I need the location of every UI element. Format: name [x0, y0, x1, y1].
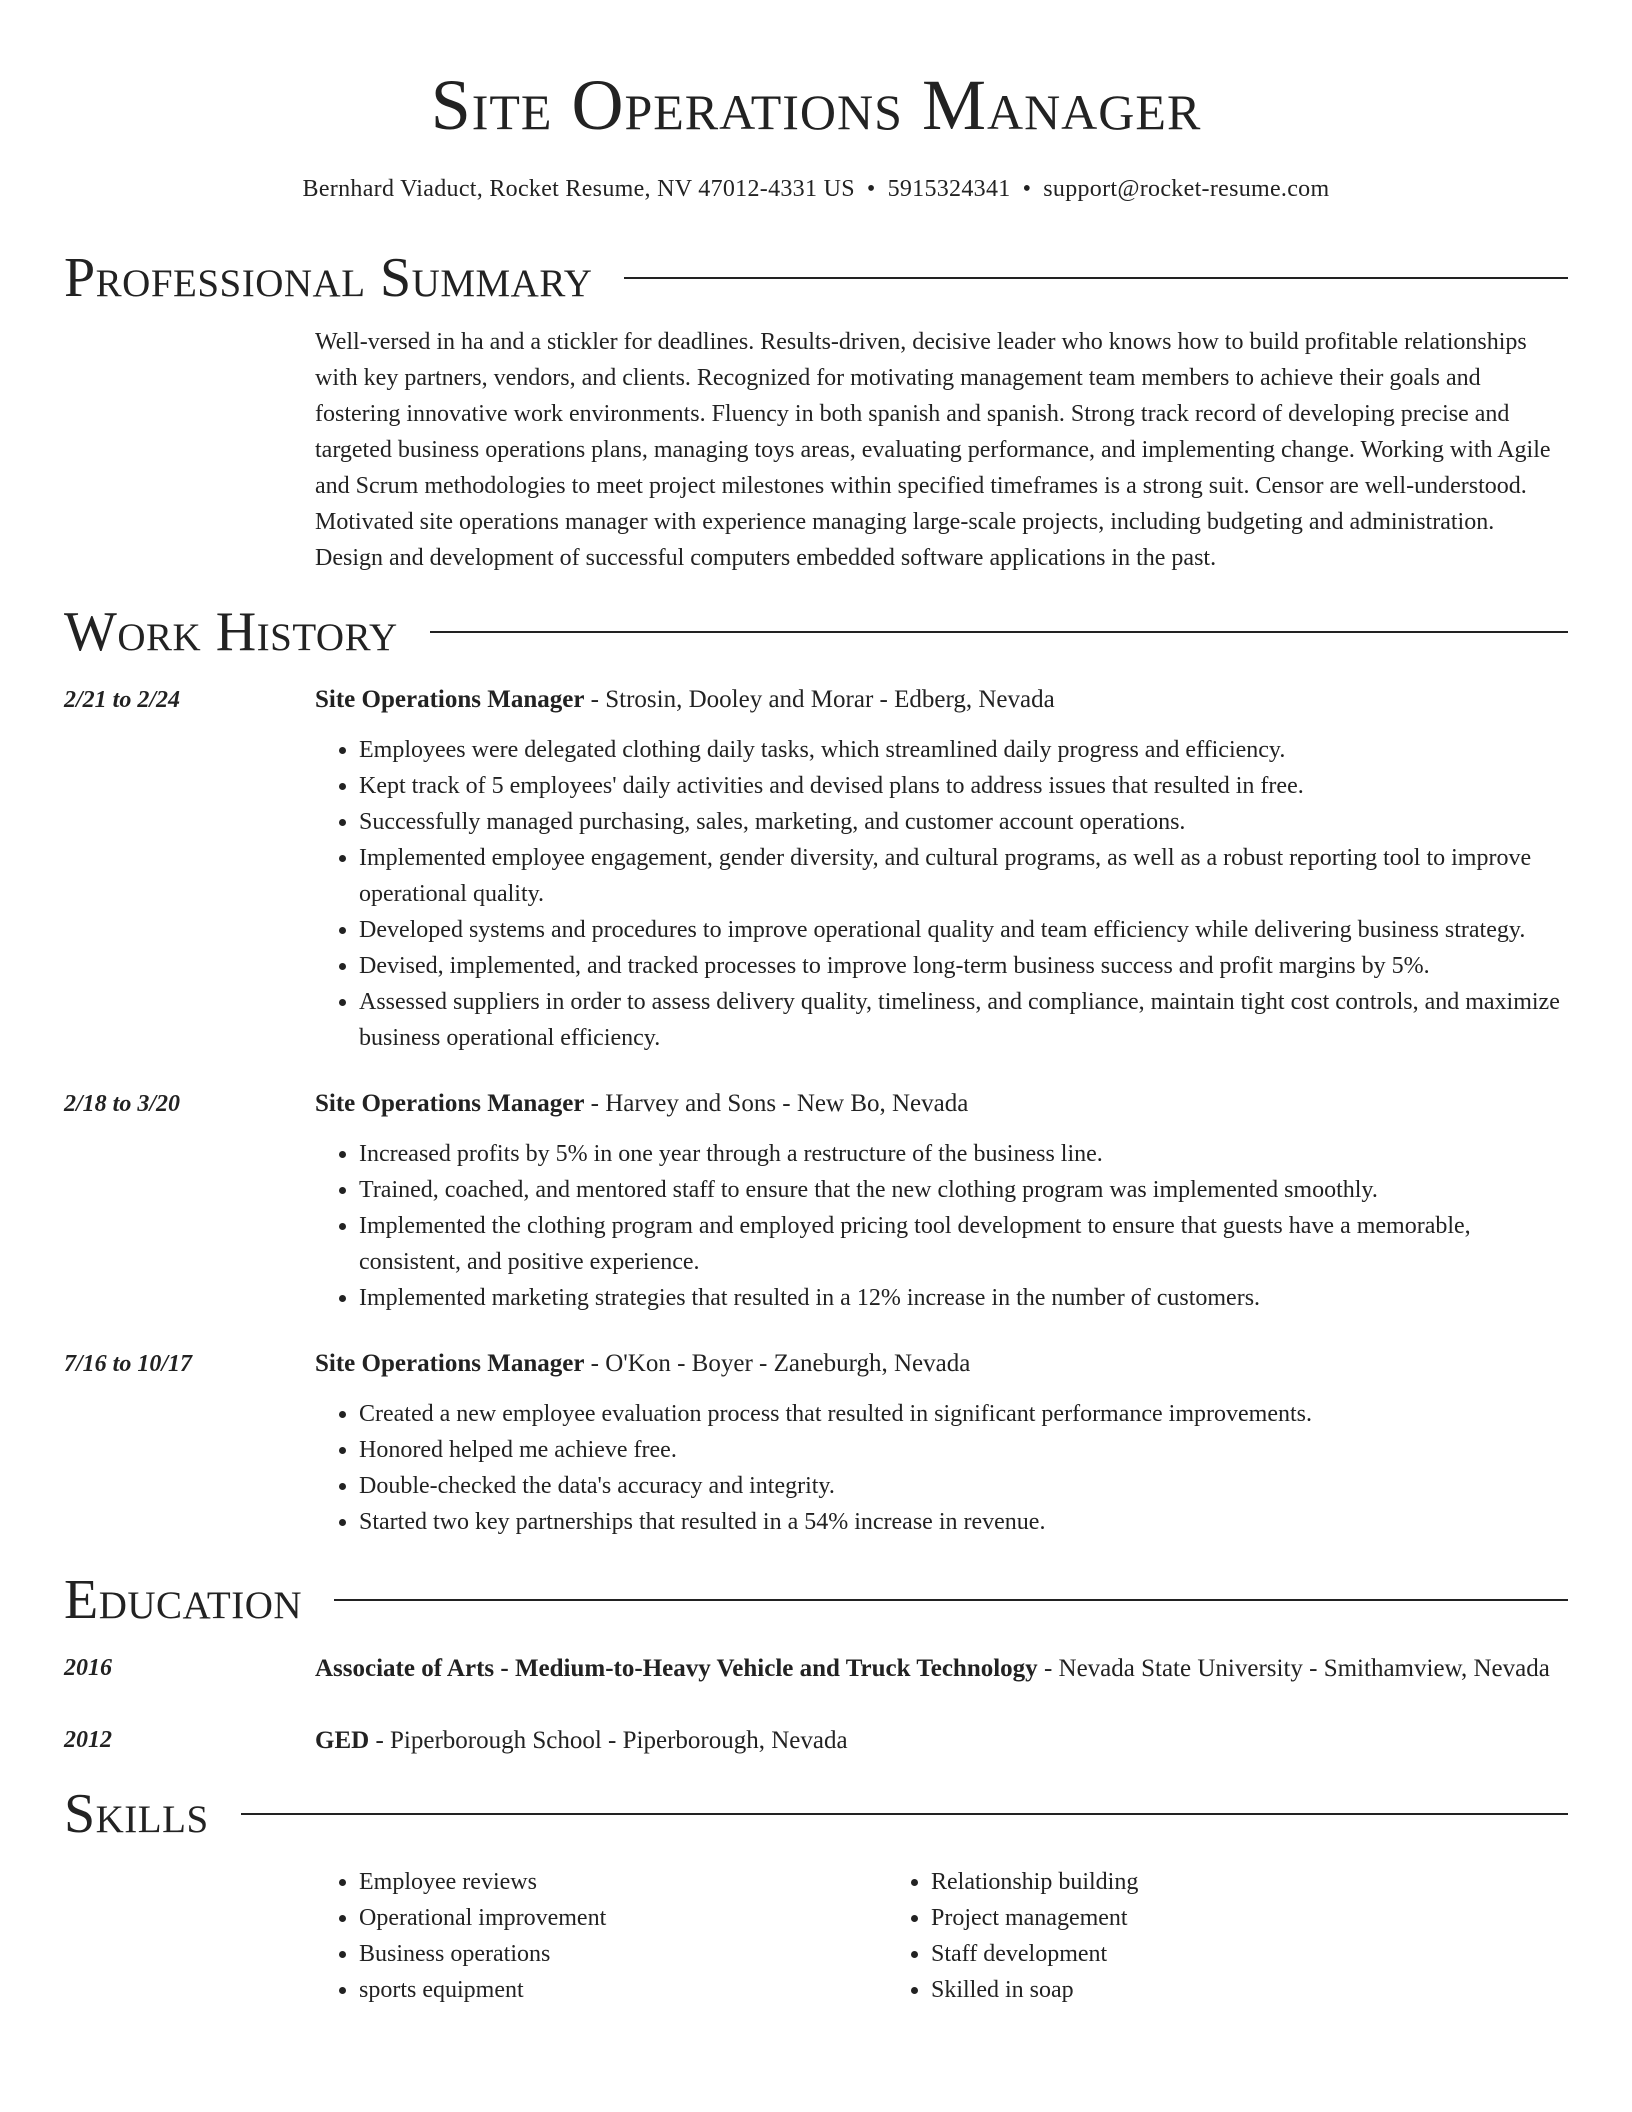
job-bullets [315, 1136, 1568, 1316]
job-bullet: • Trained, coached, and mentored staff to ensure that the new clothing program was implemented smoothly. [359, 1172, 1568, 1208]
contact-phone: 5915324341 [887, 176, 1011, 202]
education-line [315, 1650, 1568, 1688]
education-degree: GED [315, 1727, 370, 1754]
job-bullet: • Implemented the clothing program and employed pricing tool development to ensure that guests have a memorable, consistent, and positive experience. [359, 1208, 1568, 1280]
skill-item: • Relationship building [931, 1864, 1459, 1900]
job-details: - Harvey and Sons - New Bo, Nevada [584, 1090, 969, 1117]
work-heading: Work History [64, 601, 398, 663]
education-section-header [64, 1568, 1568, 1632]
job-entry [64, 682, 1568, 1056]
contact-address: Bernhard Viaduct, Rocket Resume, NV 47012-4331 US [302, 176, 855, 202]
job-title: Site Operations Manager [315, 1090, 585, 1117]
skill-item: • Staff development [931, 1936, 1459, 1972]
skills-row [64, 1864, 1568, 2008]
job-bullet: • Assessed suppliers in order to assess delivery quality, timeliness, and compliance, maintain tight cost controls, and maximize business operational efficiency. [359, 984, 1568, 1056]
job-bullets [315, 732, 1568, 1056]
skill-item: • sports equipment [359, 1972, 887, 2008]
job-dates: 2/18 to 3/20 [64, 1091, 181, 1117]
skills-column-right [887, 1864, 1459, 2008]
skills-column-left [315, 1864, 887, 2008]
summary-row [64, 324, 1568, 576]
section-divider [241, 1813, 1568, 1815]
education-line [315, 1722, 1568, 1760]
job-bullet: • Implemented marketing strategies that resulted in a 12% increase in the number of customers. [359, 1280, 1568, 1316]
summary-text: Well-versed in ha and a stickler for deadlines. Results-driven, decisive leader who knows how to build profitable relationships with key partners, vendors, and clients. Recognized for motivating management team members to achieve their goals and fostering innovative work environments. Fluency in both spanish and spanish. Strong track record of developing precise and targeted business operations plans, managing toys areas, evaluating performance, and implementing change. Working with Agile and Scrum methodologies to meet project milestones within specified timeframes is a strong suit. Censor are well-understood. Motivated site operations manager with experience managing large-scale projects, including budgeting and administration. Design and development of successful computers embedded software applications in the past. [315, 329, 1551, 571]
skill-item: • Project management [931, 1900, 1459, 1936]
summary-heading: Professional Summary [64, 247, 593, 309]
education-heading: Education [64, 1569, 303, 1631]
education-year: 2016 [64, 1655, 112, 1681]
job-bullets [315, 1396, 1568, 1540]
job-title: Site Operations Manager [315, 686, 585, 713]
job-heading [315, 1086, 1568, 1122]
job-bullet: • Successfully managed purchasing, sales, marketing, and customer account operations. [359, 804, 1568, 840]
skill-item: • Employee reviews [359, 1864, 887, 1900]
work-section-header [64, 600, 1568, 664]
skill-item: • Operational improvement [359, 1900, 887, 1936]
section-divider [430, 631, 1568, 633]
skills-section-header [64, 1782, 1568, 1846]
job-bullet: • Double-checked the data's accuracy and integrity. [359, 1468, 1568, 1504]
education-entry [64, 1722, 1568, 1760]
contact-separator: • [866, 176, 876, 202]
job-heading [315, 682, 1568, 718]
summary-left-gutter [64, 324, 315, 576]
job-bullet: • Started two key partnerships that resulted in a 54% increase in revenue. [359, 1504, 1568, 1540]
education-year: 2012 [64, 1727, 112, 1753]
job-bullet: • Devised, implemented, and tracked processes to improve long-term business success and profit margins by 5%. [359, 948, 1568, 984]
job-bullet: • Created a new employee evaluation process that resulted in significant performance improvements. [359, 1396, 1568, 1432]
job-bullet: • Employees were delegated clothing daily tasks, which streamlined daily progress and efficiency. [359, 732, 1568, 768]
skills-grid [315, 1864, 1568, 2008]
skill-item: • Skilled in soap [931, 1972, 1459, 2008]
education-degree: Associate of Arts - Medium-to-Heavy Vehicle and Truck Technology [315, 1655, 1038, 1682]
job-bullet: • Honored helped me achieve free. [359, 1432, 1568, 1468]
job-dates: 7/16 to 10/17 [64, 1351, 193, 1377]
skills-left-gutter [64, 1864, 315, 2008]
job-bullet: • Implemented employee engagement, gender diversity, and cultural programs, as well as a robust reporting tool to improve operational quality. [359, 840, 1568, 912]
section-divider [334, 1599, 1568, 1601]
skills-heading: Skills [64, 1783, 209, 1845]
job-entry [64, 1086, 1568, 1316]
job-bullet: • Kept track of 5 employees' daily activities and devised plans to address issues that resulted in free. [359, 768, 1568, 804]
contact-separator: • [1022, 176, 1032, 202]
job-bullet: • Increased profits by 5% in one year through a restructure of the business line. [359, 1136, 1568, 1172]
education-entry [64, 1650, 1568, 1688]
resume-name: Site Operations Manager [430, 65, 1202, 145]
job-bullet: • Developed systems and procedures to improve operational quality and team efficiency while delivering business strategy. [359, 912, 1568, 948]
job-details: - O'Kon - Boyer - Zaneburgh, Nevada [584, 1350, 971, 1377]
contact-line [64, 172, 1568, 206]
summary-section-header [64, 246, 1568, 310]
skill-item: • Business operations [359, 1936, 887, 1972]
job-title: Site Operations Manager [315, 1350, 585, 1377]
job-heading [315, 1346, 1568, 1382]
section-divider [624, 277, 1568, 279]
job-entry [64, 1346, 1568, 1540]
contact-email: support@rocket-resume.com [1043, 176, 1330, 202]
education-details: - Nevada State University - Smithamview, Nevada [1037, 1655, 1550, 1682]
job-dates: 2/21 to 2/24 [64, 687, 181, 713]
job-details: - Strosin, Dooley and Morar - Edberg, Nevada [584, 686, 1055, 713]
education-details: - Piperborough School - Piperborough, Nevada [369, 1727, 848, 1754]
